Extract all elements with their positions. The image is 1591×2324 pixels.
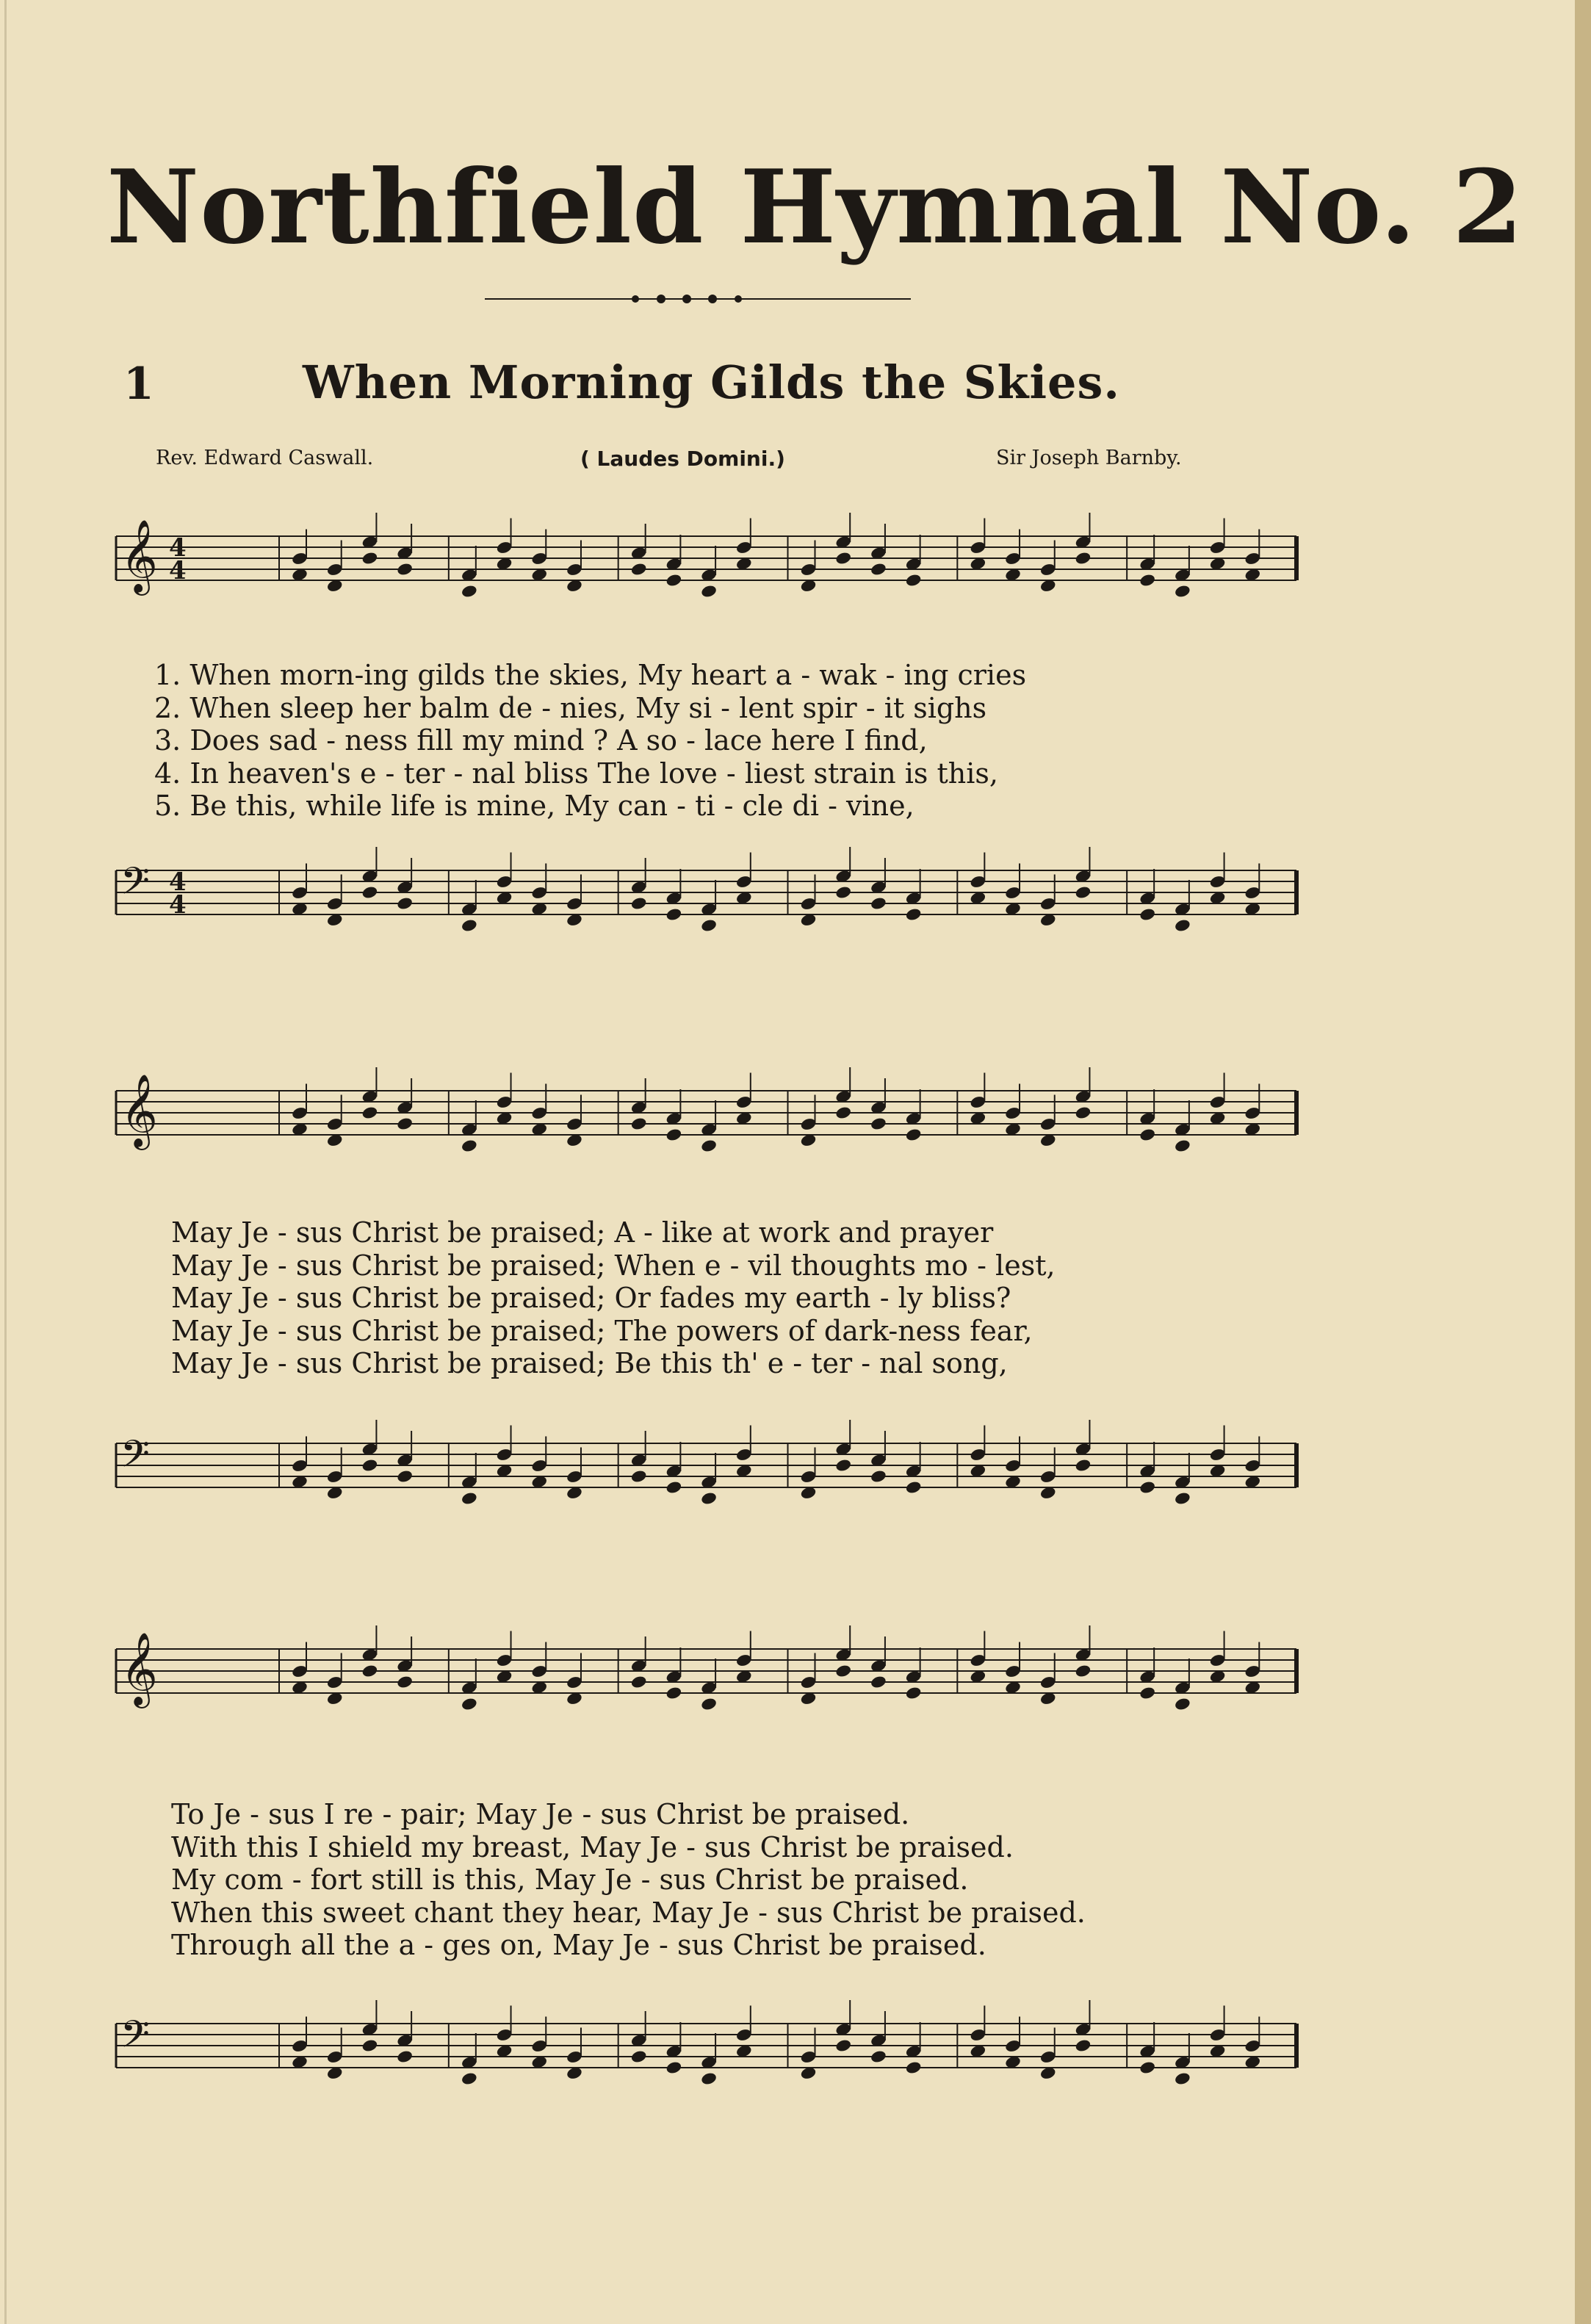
verse-line: 5. Be this, while life is mine, My can - ti - cle di - vine, <box>154 790 914 822</box>
note-head <box>665 1480 683 1495</box>
treble-staff-1 <box>103 503 1307 613</box>
note-head <box>700 1697 718 1711</box>
note-head <box>834 1664 852 1678</box>
verse-line: 3. Does sad - ness fill my mind ? A so - lace here I find, <box>154 724 928 757</box>
note-head <box>361 1458 379 1473</box>
note-head <box>396 562 414 577</box>
note-head <box>1139 1686 1156 1700</box>
verse-line: May Je - sus Christ be praised; When e - vil thoughts mo - lest, <box>171 1249 1056 1282</box>
note-head <box>361 551 379 566</box>
book-title: Northfield Hymnal No. 2 <box>107 147 1524 267</box>
note-head <box>1174 1697 1191 1711</box>
note-head <box>665 2060 683 2075</box>
treble-clef-icon: 𝄞 <box>120 1074 158 1147</box>
note-head <box>396 1116 414 1131</box>
note-head <box>700 918 718 933</box>
time-signature-numerator: 4 <box>169 533 187 563</box>
hymn-title: When Morning Gilds the Skies. <box>303 356 1120 409</box>
verse-line: May Je - sus Christ be praised; Or fades my earth - ly bliss? <box>171 1282 1011 1314</box>
verse-line: May Je - sus Christ be praised; The powers of dark-ness fear, <box>171 1314 1033 1347</box>
note-head <box>1075 2038 1092 2053</box>
note-head <box>1174 1491 1191 1506</box>
verse-line: 2. When sleep her balm de - nies, My si - lent spir - it sighs <box>154 691 987 724</box>
lyricist-credit: Rev. Edward Caswall. <box>156 447 374 469</box>
note-head <box>1174 918 1191 933</box>
note-head <box>1174 1138 1191 1153</box>
note-head <box>630 1469 648 1484</box>
note-head <box>1174 2071 1191 2086</box>
note-head <box>1075 1105 1092 1120</box>
treble-staff-2 <box>103 1058 1307 1168</box>
note-head <box>834 1458 852 1473</box>
verse-block-1 <box>154 659 1026 823</box>
note-head <box>630 2049 648 2064</box>
bass-clef-icon: 𝄢 <box>120 2012 150 2065</box>
note-head <box>905 2060 923 2075</box>
note-head <box>361 1664 379 1678</box>
note-head <box>396 1469 414 1484</box>
note-head <box>834 1105 852 1120</box>
verse-block-3 <box>171 1798 1086 1962</box>
note-head <box>1139 573 1156 588</box>
page-spine-line <box>4 0 7 2324</box>
note-head <box>1075 1664 1092 1678</box>
verse-line: 4. In heaven's e - ter - nal bliss The love - liest strain is this, <box>154 757 998 790</box>
note-head <box>870 896 887 911</box>
note-head <box>665 1127 683 1142</box>
note-head <box>1075 885 1092 900</box>
note-head <box>905 1480 923 1495</box>
treble-clef-icon: 𝄞 <box>120 1632 158 1706</box>
note-head <box>361 2038 379 2053</box>
verse-line: To Je - sus I re - pair; May Je - sus Christ be praised. <box>171 1798 910 1830</box>
note-head <box>665 1686 683 1700</box>
note-head <box>361 1105 379 1120</box>
verse-block-2 <box>171 1216 1056 1380</box>
verse-line: May Je - sus Christ be praised; A - like at work and prayer <box>171 1216 994 1249</box>
note-head <box>905 907 923 922</box>
verse-line: With this I shield my breast, May Je - sus Christ be praised. <box>171 1830 1014 1863</box>
note-head <box>834 2038 852 2053</box>
verse-line: 1. When morn-ing gilds the skies, My heart a - wak - ing cries <box>154 659 1027 691</box>
note-head <box>396 2049 414 2064</box>
note-head <box>1075 1458 1092 1473</box>
treble-clef-icon: 𝄞 <box>120 519 158 593</box>
tune-name: ( Laudes Domini.) <box>580 447 785 471</box>
note-head <box>1139 2060 1156 2075</box>
bass-clef-icon: 𝄢 <box>120 1432 150 1485</box>
verse-line: Through all the a - ges on, May Je - sus Christ be praised. <box>171 1929 986 1961</box>
time-signature-denominator: 4 <box>169 556 187 585</box>
bass-staff-1 <box>103 837 1307 948</box>
time-signature-denominator: 4 <box>169 890 187 920</box>
note-head <box>630 1116 648 1131</box>
note-head <box>870 1469 887 1484</box>
bass-staff-3 <box>103 1991 1307 2101</box>
composer-credit: Sir Joseph Barnby. <box>996 447 1182 469</box>
note-head <box>700 1138 718 1153</box>
note-head <box>665 573 683 588</box>
note-head <box>630 562 648 577</box>
page-edge-shadow <box>1575 0 1591 2324</box>
note-head <box>361 885 379 900</box>
note-head <box>834 885 852 900</box>
note-head <box>700 584 718 599</box>
note-head <box>905 573 923 588</box>
note-head <box>461 584 478 599</box>
note-head <box>700 2071 718 2086</box>
note-head <box>700 1491 718 1506</box>
note-head <box>461 1138 478 1153</box>
bass-clef-icon: 𝄢 <box>120 859 150 912</box>
bass-staff-2 <box>103 1410 1307 1520</box>
note-head <box>905 1686 923 1700</box>
note-head <box>870 1675 887 1689</box>
note-head <box>461 1697 478 1711</box>
note-head <box>1139 1127 1156 1142</box>
verse-line: When this sweet chant they hear, May Je - sus Christ be praised. <box>171 1896 1086 1929</box>
note-head <box>1139 1480 1156 1495</box>
note-head <box>905 1127 923 1142</box>
note-head <box>1174 584 1191 599</box>
note-head <box>396 896 414 911</box>
note-head <box>665 907 683 922</box>
hymn-number: 1 <box>123 358 154 410</box>
note-head <box>834 551 852 566</box>
note-head <box>1075 551 1092 566</box>
treble-staff-3 <box>103 1616 1307 1726</box>
note-head <box>461 918 478 933</box>
time-signature-numerator: 4 <box>169 867 187 897</box>
verse-line: May Je - sus Christ be praised; Be this th' e - ter - nal song, <box>171 1347 1008 1379</box>
note-head <box>630 1675 648 1689</box>
note-head <box>630 896 648 911</box>
note-head <box>1139 907 1156 922</box>
title-ornament-divider <box>485 288 911 310</box>
note-head <box>461 2071 478 2086</box>
note-head <box>461 1491 478 1506</box>
note-head <box>870 562 887 577</box>
note-head <box>396 1675 414 1689</box>
verse-line: My com - fort still is this, May Je - sus Christ be praised. <box>171 1863 969 1896</box>
note-head <box>870 1116 887 1131</box>
note-head <box>870 2049 887 2064</box>
